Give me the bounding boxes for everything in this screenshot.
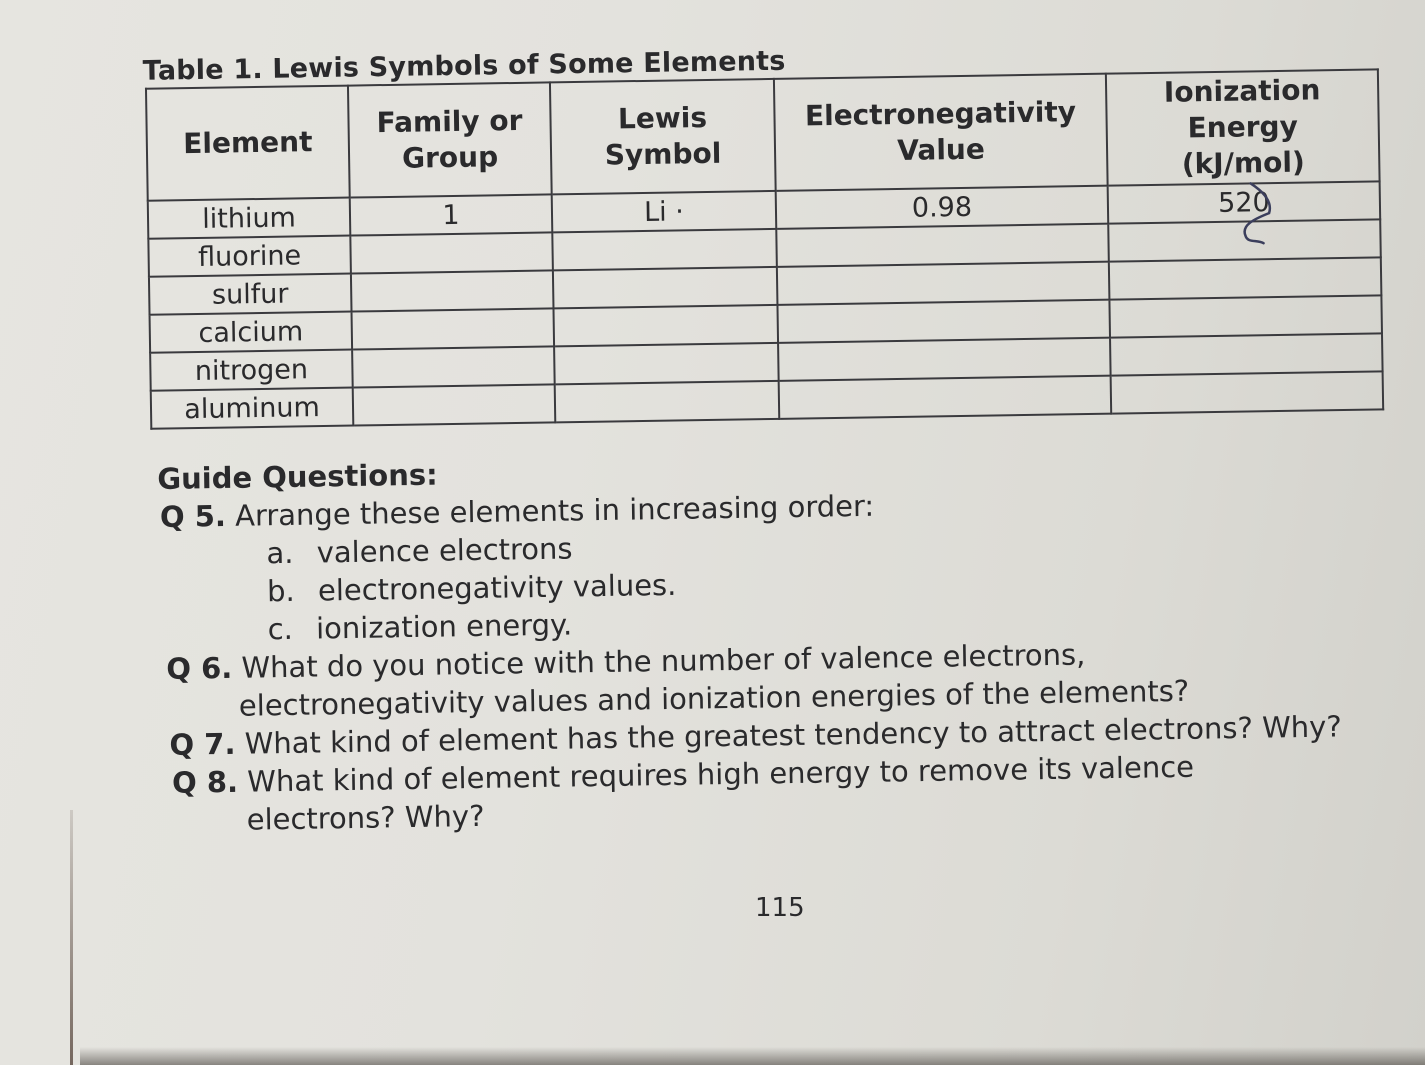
cell-lewis <box>553 305 778 347</box>
question-5-number: Q 5. <box>159 498 227 534</box>
question-5-text: Arrange these elements in increasing order: <box>234 488 875 533</box>
question-5b-text: electronegativity values. <box>317 567 677 608</box>
cell-electronegativity <box>778 338 1111 381</box>
cell-group <box>352 308 555 349</box>
header-lewis <box>550 79 776 195</box>
header-ie-line1: Ionization <box>1163 73 1321 109</box>
question-8-number: Q 8. <box>171 764 239 800</box>
cell-lewis <box>555 381 780 423</box>
cell-element: lithium <box>148 198 351 239</box>
question-7-text: What kind of element has the greatest tendency to attract electrons? Why? <box>244 709 1342 761</box>
cell-ionization <box>1109 295 1382 337</box>
cell-element: calcium <box>150 312 353 353</box>
question-5c <box>267 608 572 647</box>
cell-electronegativity <box>777 300 1110 343</box>
header-en-line1: Electronegativity <box>804 95 1077 133</box>
cell-group <box>353 384 556 425</box>
cell-element: fluorine <box>148 236 351 277</box>
cell-lewis: Li · <box>552 191 777 233</box>
pen-scribble-icon <box>1232 173 1293 264</box>
question-6-number: Q 6. <box>166 650 233 686</box>
cell-electronegativity: 0.98 <box>776 186 1109 229</box>
cell-ionization <box>1109 257 1382 299</box>
header-lewis-line1: Lewis <box>617 100 708 136</box>
table-title: Table 1. Lewis Symbols of Some Elements <box>142 45 786 87</box>
cell-ionization <box>1111 371 1384 413</box>
header-lewis-line2: Symbol <box>604 136 722 172</box>
table-header-row <box>146 69 1380 200</box>
guide-questions <box>157 439 1363 838</box>
page-fold-edge <box>70 810 73 1065</box>
question-5b-label: b. <box>266 573 296 609</box>
cell-electronegativity <box>777 262 1110 305</box>
question-6-text: What do you notice with the number of valence electrons, <box>241 637 1086 685</box>
question-6-continued: electronegativity values and ionization energies of the elements? <box>238 673 1190 723</box>
cell-group <box>351 270 554 311</box>
header-element-label: Element <box>182 125 313 161</box>
header-group-line2: Group <box>401 140 499 175</box>
question-5c-text: ionization energy. <box>315 607 573 646</box>
cell-element: sulfur <box>149 274 352 315</box>
question-5c-label: c. <box>267 611 294 647</box>
header-ie-line3: (kJ/mol) <box>1181 145 1305 181</box>
question-5a <box>266 531 573 570</box>
header-electronegativity <box>774 74 1108 191</box>
cell-electronegativity <box>779 376 1112 419</box>
header-element <box>146 86 350 201</box>
cell-element: nitrogen <box>150 350 353 391</box>
question-5b <box>267 568 677 608</box>
question-5 <box>160 489 875 534</box>
header-group-line1: Family or <box>376 103 523 140</box>
cell-ionization: 520 <box>1108 181 1381 223</box>
cell-lewis <box>552 229 777 271</box>
cell-lewis <box>554 343 779 385</box>
cell-element: aluminum <box>151 388 354 429</box>
question-8-text: What kind of element requires high energy to remove its valence <box>246 749 1195 799</box>
cell-ionization <box>1110 333 1383 375</box>
question-7-number: Q 7. <box>169 726 236 762</box>
header-en-line2: Value <box>897 132 986 167</box>
header-group <box>348 82 552 197</box>
cell-lewis <box>553 267 778 309</box>
cell-group <box>352 346 555 387</box>
cell-group <box>350 232 553 273</box>
bottom-shadow <box>80 1047 1425 1065</box>
lewis-symbols-table <box>145 68 1384 429</box>
table-section <box>130 6 1406 446</box>
cell-group: 1 <box>350 194 553 235</box>
page-number: 115 <box>755 893 805 923</box>
question-5a-label: a. <box>266 535 294 571</box>
question-5a-text: valence electrons <box>316 531 573 570</box>
guide-heading: Guide Questions: <box>157 457 438 496</box>
question-8-continued: electrons? Why? <box>246 798 485 837</box>
header-ie-line2: Energy <box>1187 109 1299 145</box>
cell-electronegativity <box>776 224 1109 267</box>
header-ionization <box>1106 69 1380 185</box>
